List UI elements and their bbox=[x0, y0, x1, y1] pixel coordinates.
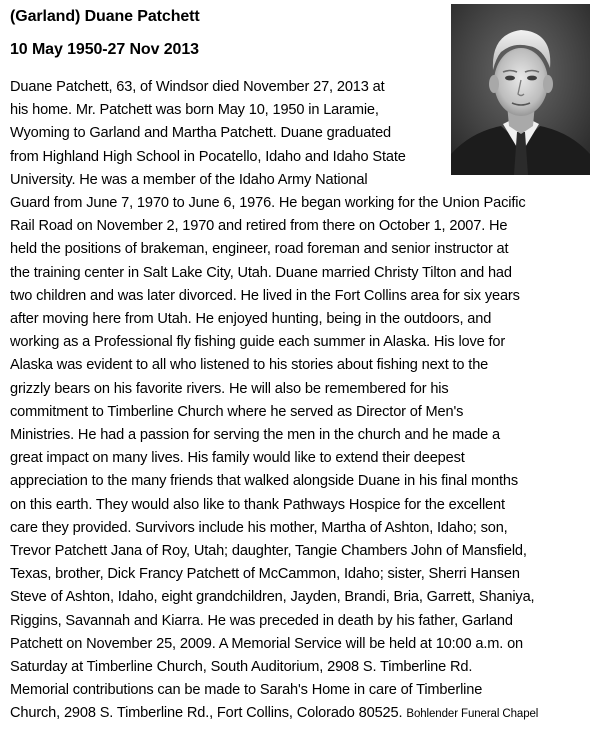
obituary-line: working as a Professional fly fishing guide each summer in Alaska. His love for bbox=[10, 334, 506, 351]
obituary-line: Memorial contributions can be made to Sarah's Home in care of Timberline bbox=[10, 682, 483, 699]
obituary-line: Alaska was evident to all who listened to his stories about fishing next to the bbox=[10, 357, 489, 374]
obituary-line: appreciation to the many friends that walked alongside Duane in his final months bbox=[10, 473, 519, 490]
obituary-line: his home. Mr. Patchett was born May 10, 1950 in Laramie, bbox=[10, 102, 379, 119]
obituary-line: after moving here from Utah. He enjoyed hunting, being in the outdoors, and bbox=[10, 311, 492, 328]
obituary-line: Guard from June 7, 1970 to June 6, 1976. He began working for the Union Pacific bbox=[10, 195, 526, 212]
funeral-home-credit: Bohlender Funeral Chapel bbox=[406, 708, 539, 721]
deceased-name: (Garland) Duane Patchett bbox=[10, 8, 200, 25]
obituary-line: Patchett on November 25, 2009. A Memorial Service will be held at 10:00 a.m. on bbox=[10, 635, 524, 652]
obituary-line: Wyoming to Garland and Martha Patchett. Duane graduated bbox=[10, 125, 392, 142]
obituary-text bbox=[10, 76, 539, 727]
obituary-line: great impact on many lives. His family would like to extend their deepest bbox=[10, 450, 465, 467]
obituary-line: grizzly bears on his favorite rivers. He will also be remembered for his bbox=[10, 380, 449, 397]
obituary-line: University. He was a member of the Idaho Army National bbox=[10, 171, 368, 188]
obituary-line: Ministries. He had a passion for serving the men in the church and he made a bbox=[10, 427, 500, 444]
portrait-photo bbox=[451, 4, 590, 175]
obituary-line: Duane Patchett, 63, of Windsor died November 27, 2013 at bbox=[10, 79, 385, 95]
obituary-line: the training center in Salt Lake City, Utah. Duane married Christy Tilton and had bbox=[10, 264, 512, 281]
obituary-line: Church, 2908 S. Timberline Rd., Fort Collins, Colorado 80525. bbox=[10, 705, 403, 722]
obituary-line: commitment to Timberline Church where he served as Director of Men's bbox=[10, 403, 464, 420]
obituary-last-line bbox=[10, 702, 590, 726]
obituary-line: Steve of Ashton, Idaho, eight grandchildren, Jayden, Brandi, Bria, Garrett, Shaniya, bbox=[10, 589, 535, 606]
obituary-line: Texas, brother, Dick Francy Patchett of McCammon, Idaho; sister, Sherri Hansen bbox=[10, 566, 520, 583]
obituary-line: on this earth. They would also like to thank Pathways Hospice for the excellent bbox=[10, 496, 505, 513]
obituary-line: Trevor Patchett Jana of Roy, Utah; daughter, Tangie Chambers John of Mansfield, bbox=[10, 543, 527, 560]
life-dates: 10 May 1950-27 Nov 2013 bbox=[10, 41, 199, 58]
obituary-line: Riggins, Savannah and Kiarra. He was preceded in death by his father, Garland bbox=[10, 612, 513, 629]
obituary-line: Rail Road on November 2, 1970 and retired from there on October 1, 2007. He bbox=[10, 218, 508, 235]
obituary-line: two children and was later divorced. He lived in the Fort Collins area for six years bbox=[10, 287, 520, 304]
obituary-line: care they provided. Survivors include his mother, Martha of Ashton, Idaho; son, bbox=[10, 519, 508, 536]
obituary-line: from Highland High School in Pocatello, Idaho and Idaho State bbox=[10, 148, 406, 165]
obituary-line: Saturday at Timberline Church, South Auditorium, 2908 S. Timberline Rd. bbox=[10, 659, 473, 676]
obituary-line: held the positions of brakeman, engineer, road foreman and senior instructor at bbox=[10, 241, 509, 258]
